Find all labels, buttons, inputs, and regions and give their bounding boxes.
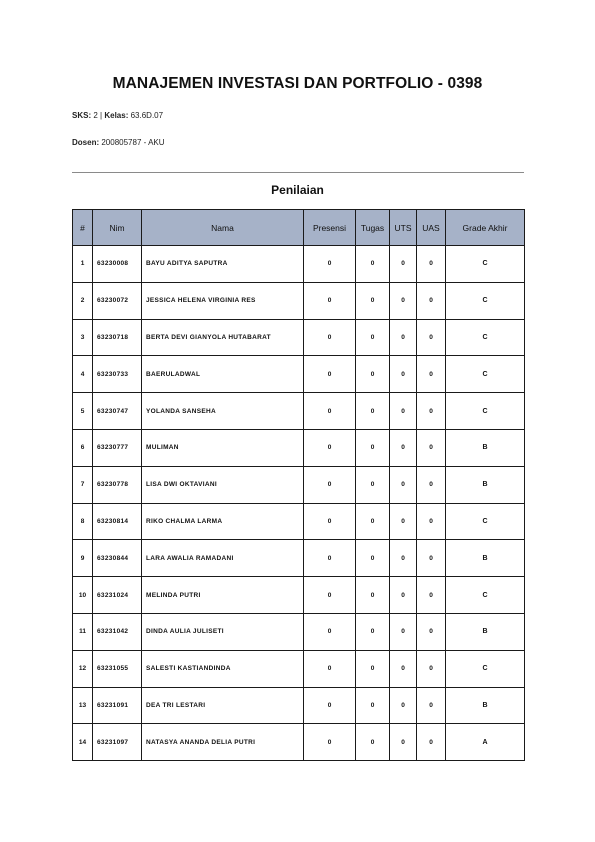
column-header-nama: Nama [142,210,304,246]
dosen-value: 200805787 - AKU [101,138,165,147]
cell-nim: 63230777 [93,429,142,466]
cell-uts: 0 [390,246,417,283]
cell-grade-akhir: B [446,613,525,650]
cell-uas: 0 [417,613,446,650]
cell-tugas: 0 [356,540,390,577]
cell-nim: 63230747 [93,393,142,430]
cell-nim: 63230778 [93,466,142,503]
cell-number: 12 [73,650,93,687]
cell-uas: 0 [417,393,446,430]
cell-number: 9 [73,540,93,577]
cell-nim: 63231042 [93,613,142,650]
cell-uas: 0 [417,466,446,503]
table-row [73,466,525,503]
cell-number: 7 [73,466,93,503]
cell-tugas: 0 [356,429,390,466]
cell-nim: 63230844 [93,540,142,577]
cell-nama: LARA AWALIA RAMADANI [142,540,304,577]
sks-label: SKS: [72,111,92,120]
cell-number: 2 [73,282,93,319]
cell-uts: 0 [390,540,417,577]
cell-presensi: 0 [304,613,356,650]
cell-nim: 63230718 [93,319,142,356]
cell-grade-akhir: B [446,429,525,466]
cell-presensi: 0 [304,724,356,761]
cell-uas: 0 [417,503,446,540]
cell-number: 11 [73,613,93,650]
cell-tugas: 0 [356,613,390,650]
cell-nim: 63230733 [93,356,142,393]
cell-tugas: 0 [356,466,390,503]
table-row [73,503,525,540]
cell-nama: BAERULADWAL [142,356,304,393]
cell-tugas: 0 [356,246,390,283]
cell-nim: 63230008 [93,246,142,283]
table-header-row [73,210,525,246]
column-header-presensi: Presensi [304,210,356,246]
kelas-value: 63.6D.07 [130,111,164,120]
cell-tugas: 0 [356,393,390,430]
column-header-uas: UAS [417,210,446,246]
cell-uas: 0 [417,687,446,724]
cell-uts: 0 [390,466,417,503]
cell-uts: 0 [390,650,417,687]
cell-uts: 0 [390,503,417,540]
cell-uts: 0 [390,724,417,761]
cell-nim: 63231097 [93,724,142,761]
cell-number: 5 [73,393,93,430]
table-row [73,540,525,577]
cell-grade-akhir: C [446,246,525,283]
cell-presensi: 0 [304,319,356,356]
cell-presensi: 0 [304,687,356,724]
cell-uas: 0 [417,577,446,614]
cell-grade-akhir: C [446,650,525,687]
divider [72,172,524,173]
cell-presensi: 0 [304,540,356,577]
cell-nama: JESSICA HELENA VIRGINIA RES [142,282,304,319]
cell-nama: LISA DWI OKTAVIANI [142,466,304,503]
table-row [73,393,525,430]
cell-tugas: 0 [356,282,390,319]
course-meta-sks-kelas [72,111,163,120]
cell-grade-akhir: B [446,687,525,724]
cell-uas: 0 [417,282,446,319]
cell-grade-akhir: B [446,466,525,503]
cell-nim: 63230814 [93,503,142,540]
table-row [73,246,525,283]
cell-uts: 0 [390,356,417,393]
cell-number: 8 [73,503,93,540]
table-row [73,577,525,614]
cell-grade-akhir: C [446,503,525,540]
column-header-grade-akhir: Grade Akhir [446,210,525,246]
cell-presensi: 0 [304,282,356,319]
table-row [73,687,525,724]
cell-tugas: 0 [356,356,390,393]
cell-tugas: 0 [356,650,390,687]
cell-uas: 0 [417,724,446,761]
cell-grade-akhir: C [446,393,525,430]
course-meta-dosen [72,138,165,147]
column-header-tugas: Tugas [356,210,390,246]
table-row [73,613,525,650]
cell-uas: 0 [417,429,446,466]
cell-number: 14 [73,724,93,761]
cell-tugas: 0 [356,687,390,724]
cell-uas: 0 [417,356,446,393]
section-title: Penilaian [271,183,324,197]
cell-number: 6 [73,429,93,466]
cell-number: 13 [73,687,93,724]
cell-nama: MELINDA PUTRI [142,577,304,614]
sks-value: 2 [93,111,98,120]
cell-nama: SALESTI KASTIANDINDA [142,650,304,687]
cell-nama: NATASYA ANANDA DELIA PUTRI [142,724,304,761]
cell-presensi: 0 [304,503,356,540]
cell-tugas: 0 [356,724,390,761]
cell-nama: RIKO CHALMA LARMA [142,503,304,540]
cell-grade-akhir: A [446,724,525,761]
cell-grade-akhir: C [446,356,525,393]
table-row [73,429,525,466]
table-row [73,724,525,761]
cell-grade-akhir: C [446,577,525,614]
column-header-number: # [73,210,93,246]
cell-uts: 0 [390,319,417,356]
cell-nim: 63231091 [93,687,142,724]
cell-nim: 63231055 [93,650,142,687]
cell-grade-akhir: B [446,540,525,577]
column-header-uts: UTS [390,210,417,246]
cell-tugas: 0 [356,577,390,614]
cell-number: 10 [73,577,93,614]
dosen-label: Dosen: [72,138,100,147]
course-title: MANAJEMEN INVESTASI DAN PORTFOLIO - 0398 [112,75,483,92]
cell-uas: 0 [417,319,446,356]
cell-tugas: 0 [356,319,390,356]
cell-nama: DEA TRI LESTARI [142,687,304,724]
cell-uts: 0 [390,429,417,466]
cell-nama: DINDA AULIA JULISETI [142,613,304,650]
kelas-label: Kelas: [104,111,129,120]
table-row [73,650,525,687]
cell-uts: 0 [390,613,417,650]
cell-tugas: 0 [356,503,390,540]
cell-uts: 0 [390,393,417,430]
cell-uts: 0 [390,687,417,724]
cell-uts: 0 [390,577,417,614]
cell-nama: MULIMAN [142,429,304,466]
cell-nama: BAYU ADITYA SAPUTRA [142,246,304,283]
cell-presensi: 0 [304,466,356,503]
cell-number: 1 [73,246,93,283]
cell-presensi: 0 [304,356,356,393]
cell-nama: BERTA DEVI GIANYOLA HUTABARAT [142,319,304,356]
cell-uts: 0 [390,282,417,319]
grades-table [72,209,525,761]
cell-number: 3 [73,319,93,356]
cell-uas: 0 [417,246,446,283]
cell-nim: 63230072 [93,282,142,319]
meta-separator: | [100,111,103,120]
table-row [73,319,525,356]
cell-grade-akhir: C [446,319,525,356]
cell-presensi: 0 [304,393,356,430]
table-row [73,282,525,319]
cell-grade-akhir: C [446,282,525,319]
cell-presensi: 0 [304,577,356,614]
cell-number: 4 [73,356,93,393]
cell-uas: 0 [417,650,446,687]
cell-presensi: 0 [304,246,356,283]
cell-nama: YOLANDA SANSEHA [142,393,304,430]
cell-nim: 63231024 [93,577,142,614]
cell-uas: 0 [417,540,446,577]
cell-presensi: 0 [304,429,356,466]
cell-presensi: 0 [304,650,356,687]
column-header-nim: Nim [93,210,142,246]
table-row [73,356,525,393]
table-body [73,246,525,761]
